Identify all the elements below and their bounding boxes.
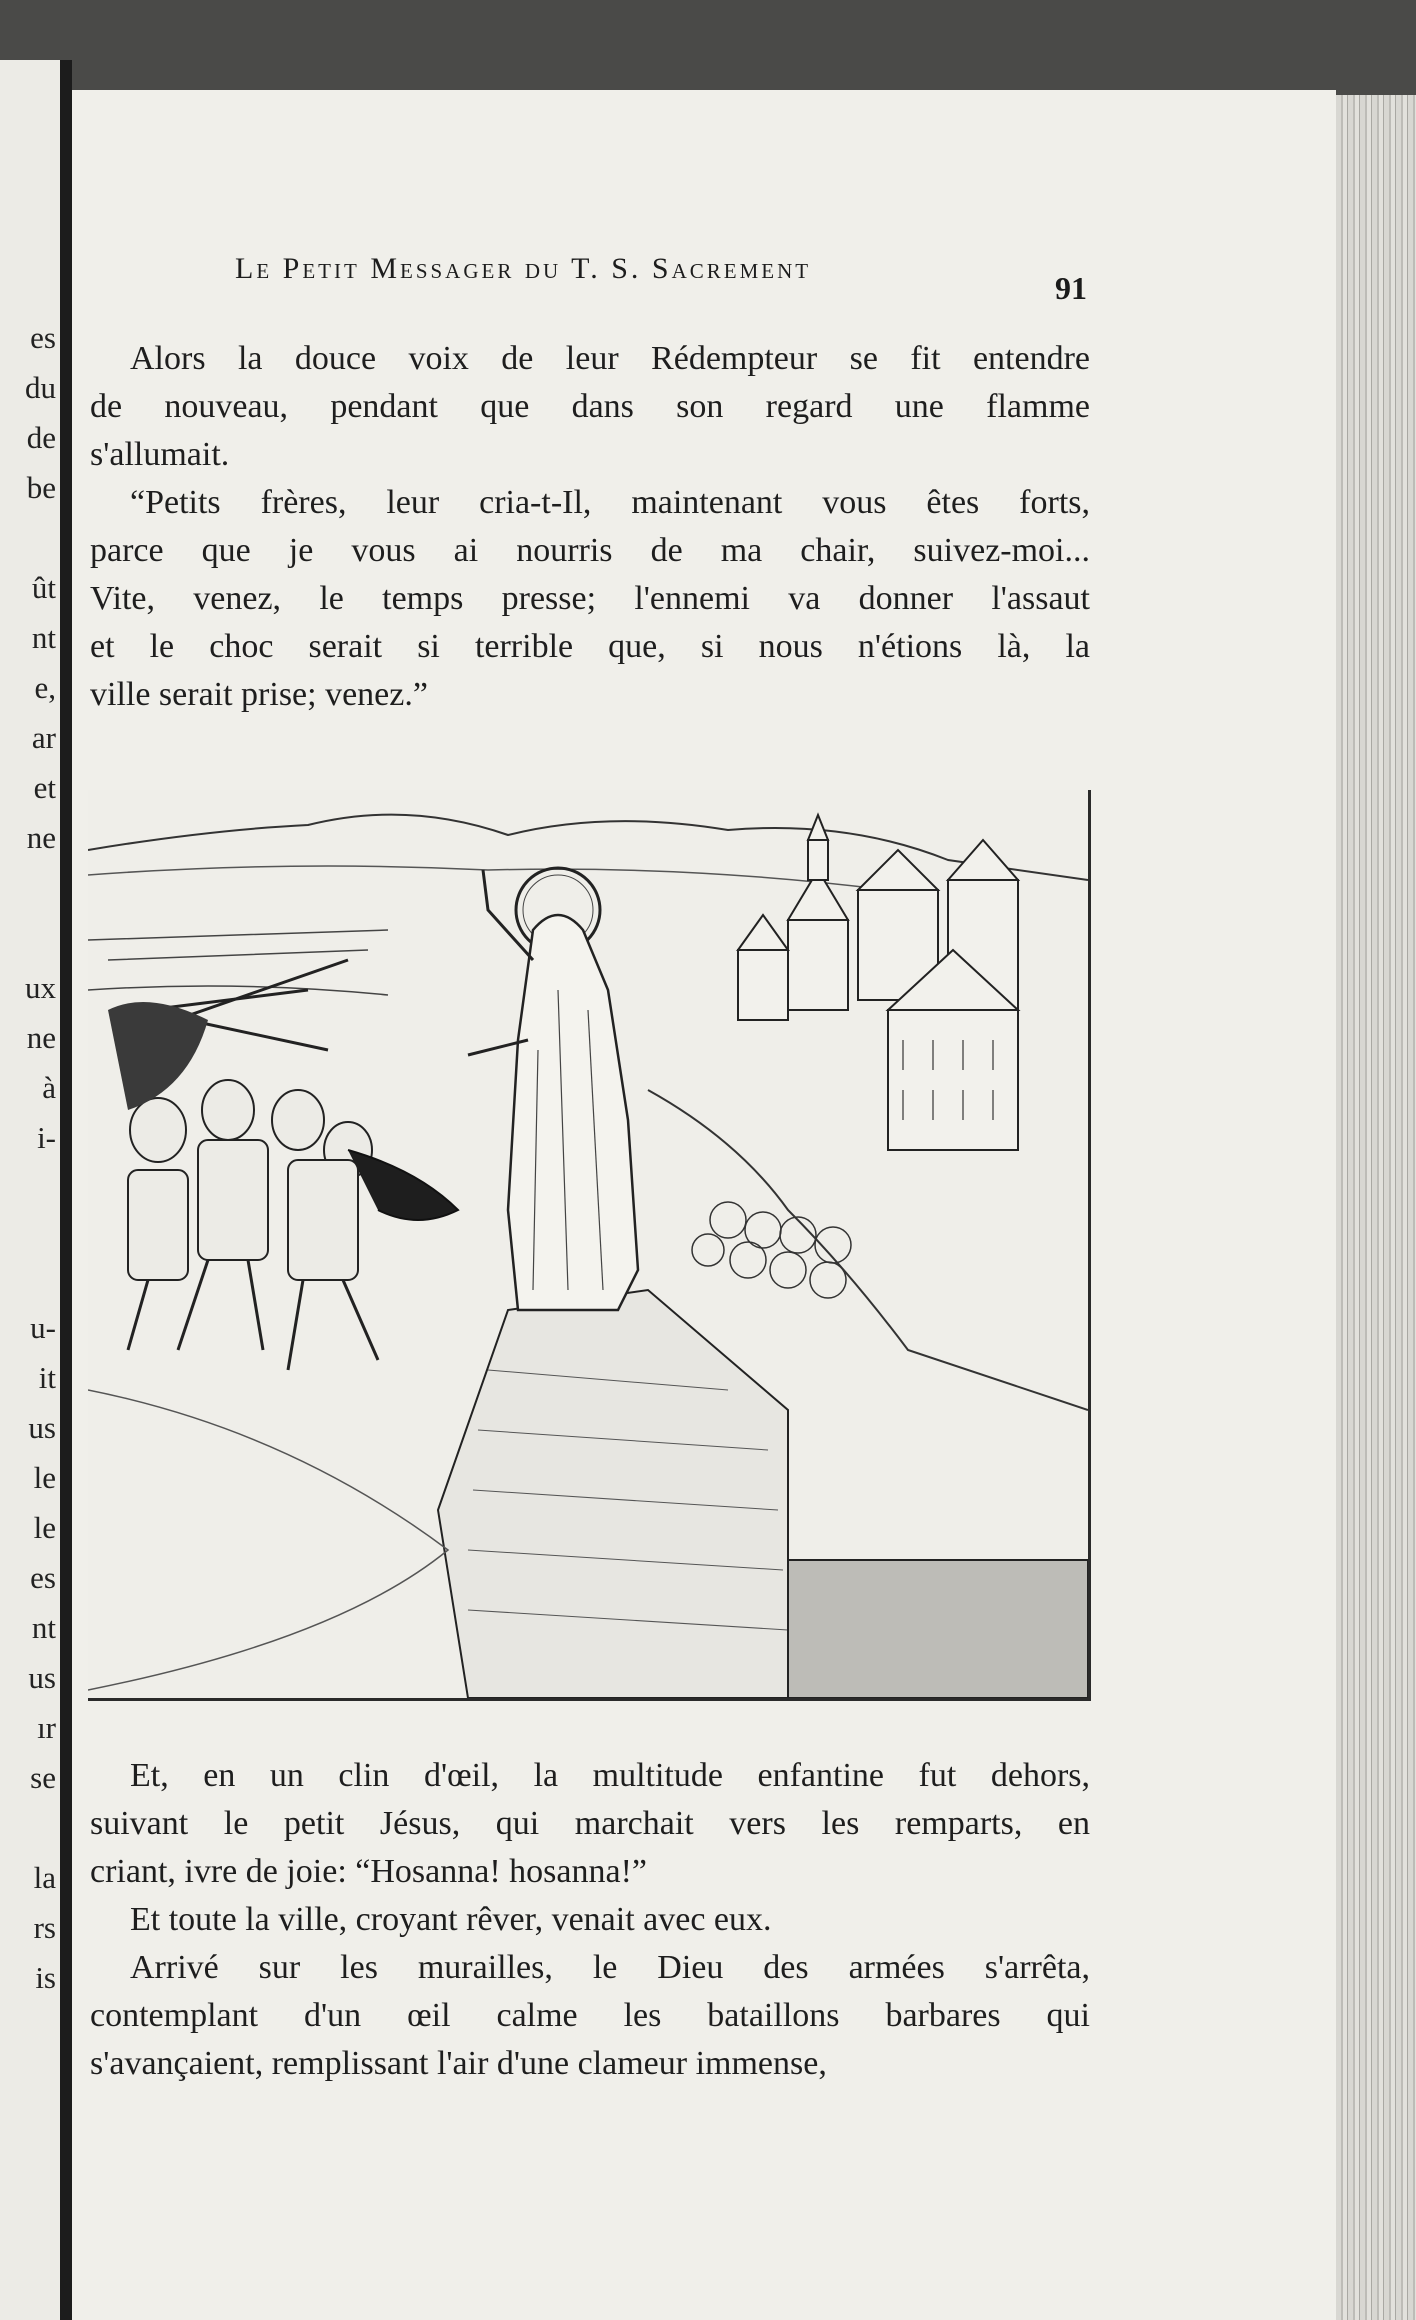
previous-page-text-fragment: ne xyxy=(26,1020,56,1055)
previous-page-text-fragment: du xyxy=(25,370,56,405)
previous-page-text-fragment: i- xyxy=(37,1120,56,1155)
text-line: “Petits frères, leur cria-t-Il, maintenant vous êtes forts, xyxy=(130,484,1090,521)
text-line: s'allumait. xyxy=(90,436,230,473)
previous-page-text-fragment: us xyxy=(28,1410,56,1445)
previous-page-text-fragment: be xyxy=(26,470,56,505)
previous-page-text-fragment: le xyxy=(33,1460,56,1495)
previous-page-text-fragment: et xyxy=(33,770,56,805)
text-block-top xyxy=(90,335,1090,719)
previous-page-text-fragment: ar xyxy=(31,720,56,755)
text-line: ville serait prise; venez.” xyxy=(90,676,428,713)
previous-page-text-fragment: e, xyxy=(34,670,56,705)
previous-page-text-fragment: es xyxy=(30,1560,56,1595)
text-line: criant, ivre de joie: “Hosanna! hosanna!” xyxy=(90,1853,647,1890)
text-line: Et, en un clin d'œil, la multitude enfantine fut dehors, xyxy=(130,1757,1090,1794)
previous-page-text-fragment: à xyxy=(42,1070,56,1105)
page-stack-edges xyxy=(1336,95,1416,2320)
previous-page-text-fragment: la xyxy=(33,1860,56,1895)
text-line: suivant le petit Jésus, qui marchait vers les remparts, en xyxy=(90,1805,1090,1842)
previous-page-text-fragment: it xyxy=(38,1360,56,1395)
previous-page-text-fragment: ne xyxy=(26,820,56,855)
text-line: et le choc serait si terrible que, si nous n'étions là, la xyxy=(90,628,1090,665)
text-line: Arrivé sur les murailles, le Dieu des armées s'arrêta, xyxy=(130,1949,1090,1986)
previous-page-text-fragment: is xyxy=(35,1960,56,1995)
engraving-drawing xyxy=(88,790,1088,1698)
previous-page-text-fragment: us xyxy=(28,1660,56,1695)
running-head: Le Petit Messager du T. S. Sacrement xyxy=(235,252,812,285)
previous-page-edge xyxy=(0,60,60,2320)
text-line: contemplant d'un œil calme les bataillons barbares qui xyxy=(90,1997,1090,2034)
text-line: s'avançaient, remplissant l'air d'une clameur immense, xyxy=(90,2045,827,2082)
previous-page-text-fragment: rs xyxy=(33,1910,56,1945)
text-line: de nouveau, pendant que dans son regard une flamme xyxy=(90,388,1090,425)
previous-page-text-fragment: de xyxy=(26,420,56,455)
previous-page-text-fragment: ux xyxy=(25,970,56,1005)
previous-page-text-fragment: u- xyxy=(30,1310,56,1345)
previous-page-text-fragment: nt xyxy=(31,1610,56,1645)
text-line: Vite, venez, le temps presse; l'ennemi va donner l'assaut xyxy=(90,580,1090,617)
text-line: Alors la douce voix de leur Rédempteur se fit entendre xyxy=(130,340,1090,377)
previous-page-text-fragment: ût xyxy=(31,570,56,605)
text-block-bottom xyxy=(90,1752,1090,2088)
page-number: 91 xyxy=(1055,270,1087,306)
text-line: Et toute la ville, croyant rêver, venait avec eux. xyxy=(130,1901,772,1938)
previous-page-text-fragment: le xyxy=(33,1510,56,1545)
illustration-engraving xyxy=(88,790,1091,1701)
previous-page-text-fragment: nt xyxy=(31,620,56,655)
book-gutter xyxy=(60,60,72,2320)
previous-page-text-fragment: se xyxy=(30,1760,56,1795)
previous-page-text-fragment: ır xyxy=(37,1710,56,1745)
text-line: parce que je vous ai nourris de ma chair, suivez-moi... xyxy=(90,532,1090,569)
previous-page-text-fragment: es xyxy=(30,320,56,355)
